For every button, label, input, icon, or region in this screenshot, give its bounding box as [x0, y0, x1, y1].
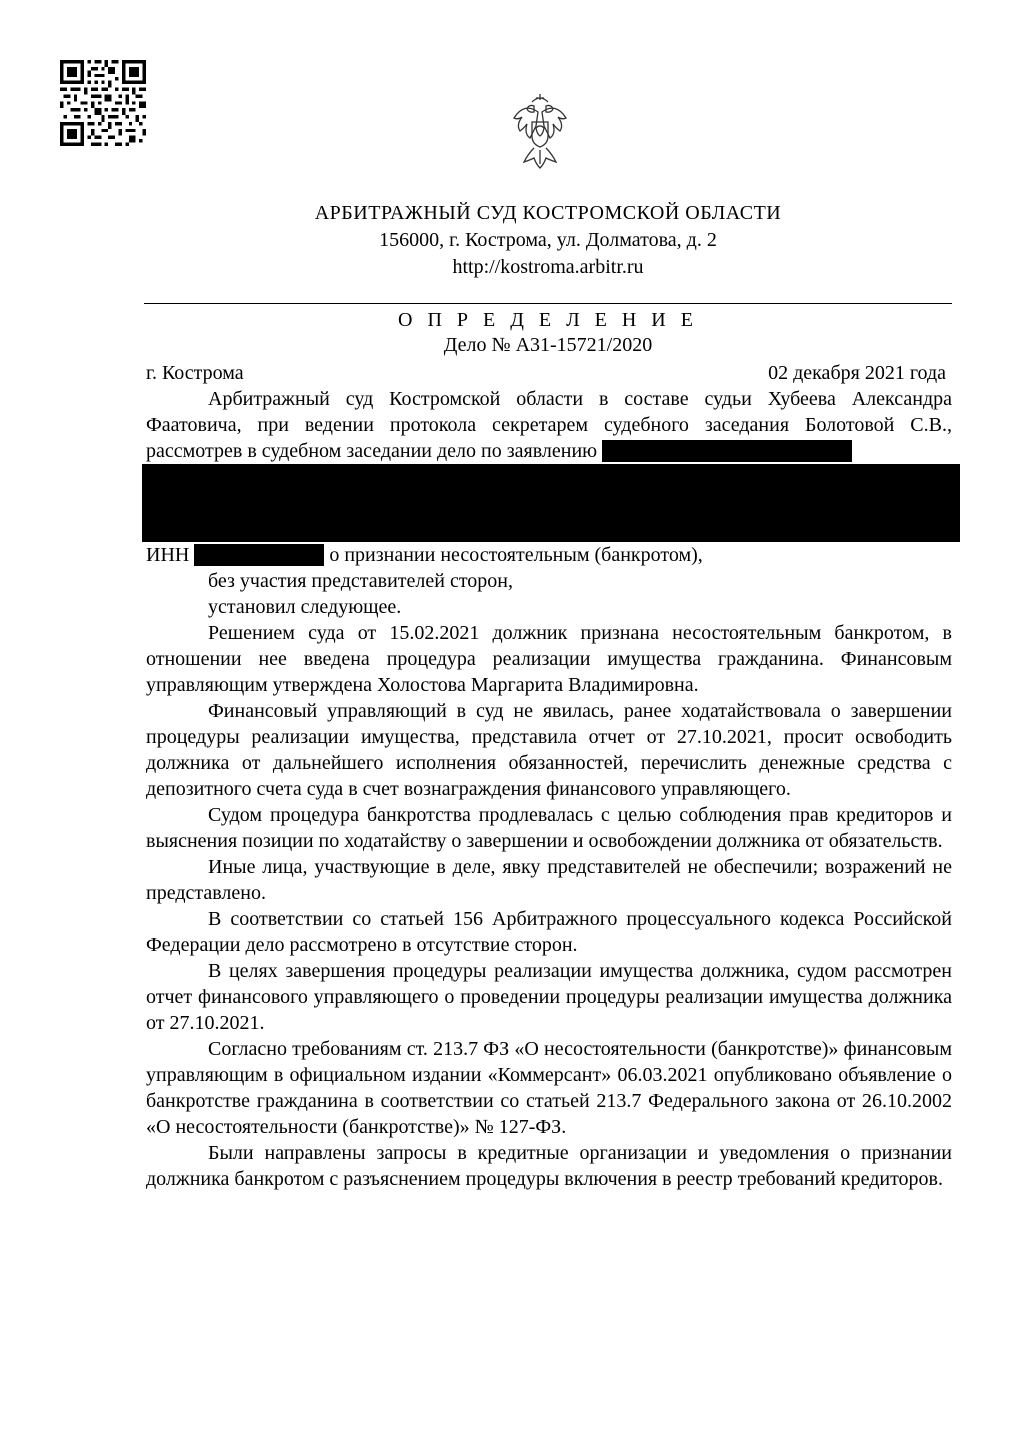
court-address: 156000, г. Кострома, ул. Долматова, д. 2 — [379, 229, 717, 251]
city: г. Кострома — [146, 362, 244, 384]
case-number: Дело № А31-15721/2020 — [443, 334, 653, 356]
court-website: http://kostroma.arbitr.ru — [452, 256, 644, 278]
redacted-name — [602, 440, 852, 462]
paragraph: Согласно требованиям ст. 213.7 ФЗ «О несостоятельности (банкротстве)» финансовым управляющим в официальном издании «Коммерсант» 06.03.2021 опубликовано объявление о банкротстве гражданина в соответствии со статьей 213.7 Федерального закона от 26.10.2002 «О несостоятельности (банкротстве)» № 127-ФЗ. — [146, 1038, 952, 1138]
paragraph: Судом процедура банкротства продлевалась с целью соблюдения прав кредиторов и выяснения позиции по ходатайству о завершении и освобождении должника от обязательств. — [146, 804, 952, 852]
redacted-inn — [194, 544, 324, 566]
inn-prefix: ИНН — [146, 544, 190, 566]
inn-suffix: о признании несостоятельным (банкротом), — [329, 544, 703, 566]
header-divider — [144, 303, 952, 304]
redacted-block — [142, 464, 960, 542]
inn-line — [146, 542, 952, 568]
place-date-line — [146, 360, 946, 386]
paragraph: В целях завершения процедуры реализации имущества должника, судом рассмотрен отчет финансового управляющего о проведении процедуры реализации имущества должника от 27.10.2021. — [146, 960, 952, 1034]
paragraph: В соответствии со статьей 156 Арбитражного процессуального кодекса Российской Федерации дело рассмотрено в отсутствие сторон. — [146, 908, 952, 956]
court-name: АРБИТРАЖНЫЙ СУД КОСТРОМСКОЙ ОБЛАСТИ — [314, 202, 782, 224]
qr-code — [60, 60, 146, 146]
paragraph: Иные лица, участвующие в деле, явку представителей не обеспечили; возражений не представлено. — [146, 856, 952, 904]
court-header — [144, 200, 952, 281]
paragraph: Финансовый управляющий в суд не явилась, ранее ходатайствовала о завершении процедуры реализации имущества, представила отчет от 27.10.2021, просит освободить должника от дальнейшего исполнения обязанностей, перечислить денежные средства с депозитного счета суда в счет вознаграждения финансового управляющего. — [146, 700, 952, 800]
document-title — [144, 308, 952, 358]
parties-line: без участия представителей сторон, — [208, 570, 513, 592]
established-line: установил следующее. — [208, 596, 402, 618]
intro-paragraph — [146, 386, 952, 464]
intro-text: Арбитражный суд Костромской области в составе судьи Хубеева Александра Фаатовича, при ведении протокола секретарем судебного заседания Болотовой С.В., рассмотрев в судебном заседании дело по заявлению — [146, 388, 952, 462]
document-date: 02 декабря 2021 года — [768, 362, 946, 384]
document-body — [146, 386, 952, 1192]
coat-of-arms-icon — [510, 92, 570, 174]
paragraph: Были направлены запросы в кредитные организации и уведомления о признании должника банкротом с разъяснением процедуры включения в реестр требований кредиторов. — [146, 1142, 952, 1190]
document-kind: О П Р Е Д Е Л Е Н И Е — [398, 309, 698, 331]
paragraph: Решением суда от 15.02.2021 должник признана несостоятельным банкротом, в отношении нее введена процедура реализации имущества гражданина. Финансовым управляющим утверждена Холостова Маргарита Владимировна. — [146, 622, 952, 696]
